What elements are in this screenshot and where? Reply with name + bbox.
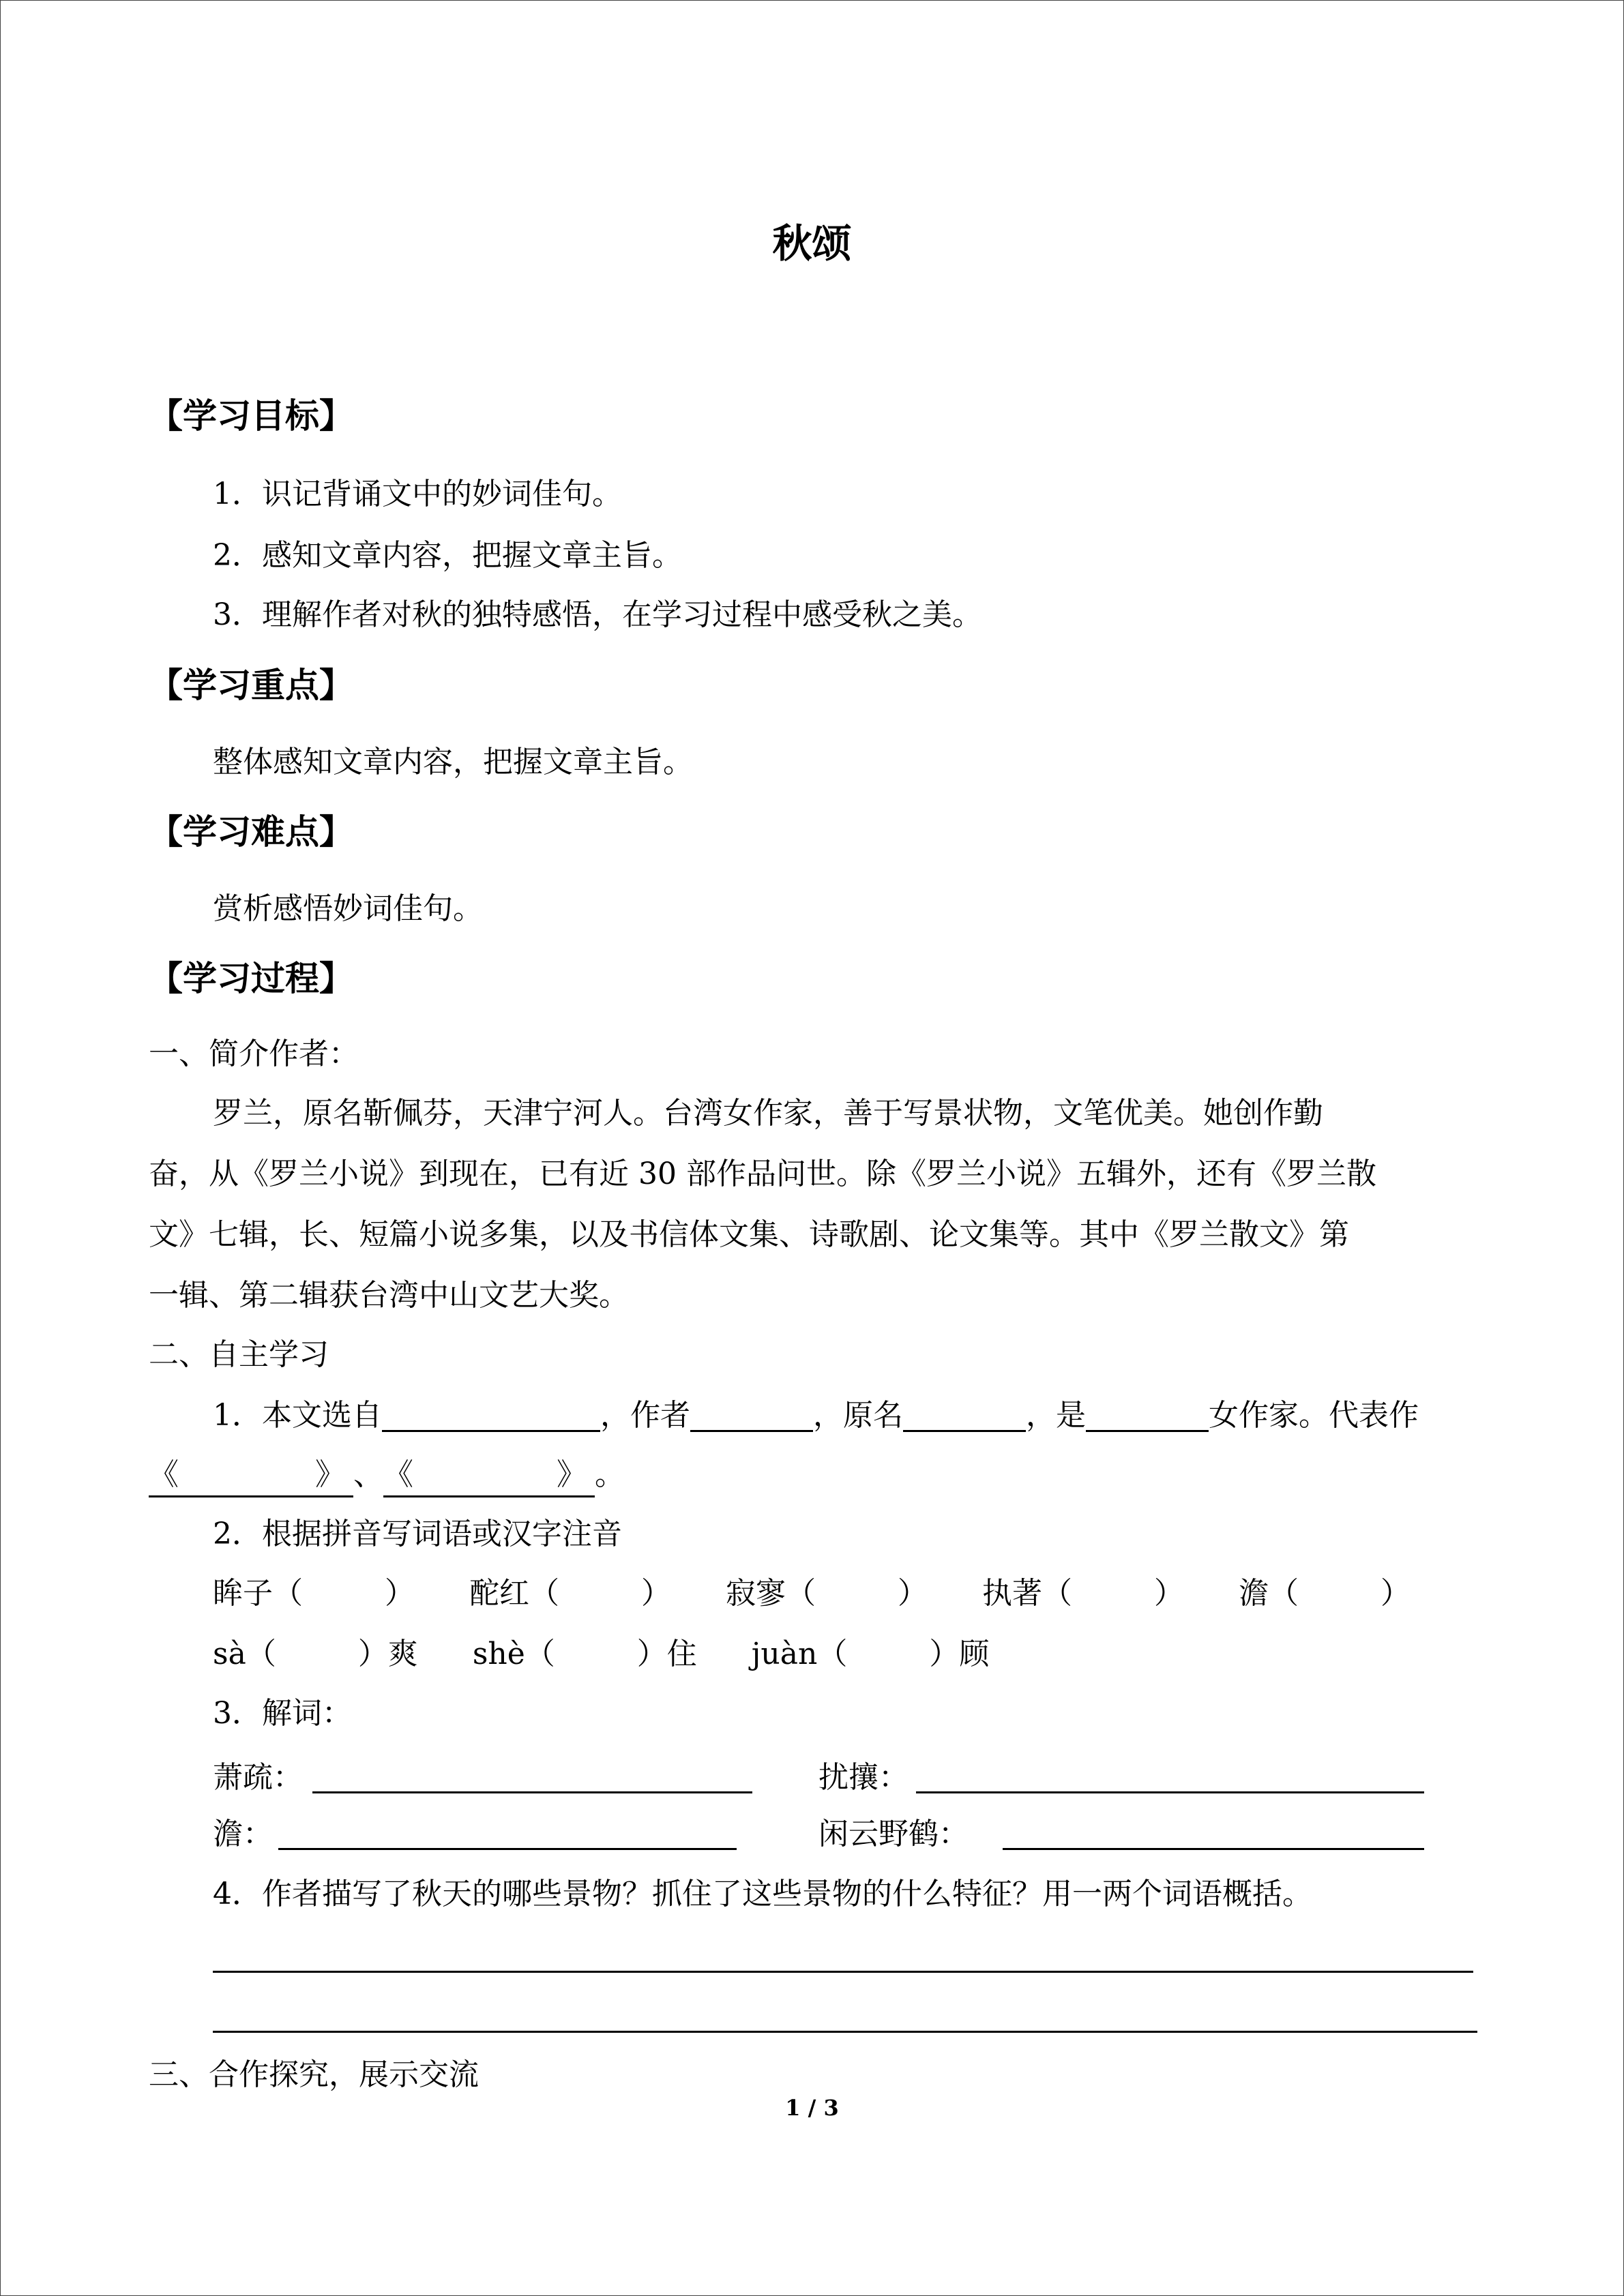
q2-row-1: 眸子（ ） 酡红（ ） 寂寥（ ） 执著（ ） 澹（ ） (213, 1576, 1411, 1611)
q1-author-label: ，作者 (600, 1398, 690, 1433)
q1-prefix: 1．本文选自 (213, 1398, 382, 1433)
q1-line (213, 1395, 1419, 1436)
q4-answer-line-1[interactable] (213, 1971, 1473, 1973)
page-number: 1 / 3 (785, 2095, 839, 2121)
q1-origname-label: ，原名 (813, 1398, 903, 1433)
process-heading: 【学习过程】 (149, 959, 353, 998)
goal-1: 1．识记背诵文中的妙词佳句。 (213, 477, 622, 511)
term-answer-line[interactable] (1003, 1848, 1424, 1850)
works-end: 。 (595, 1457, 625, 1492)
term-dan: 澹： (213, 1817, 273, 1851)
term-xiaoshu: 萧疏： (213, 1760, 303, 1795)
q1-tail: 女作家。代表作 (1209, 1398, 1419, 1433)
key-heading: 【学习重点】 (149, 666, 353, 705)
work-open-2: 《 (383, 1457, 413, 1492)
term-answer-line[interactable] (278, 1848, 737, 1850)
part1-heading: 一、简介作者： (149, 1037, 359, 1071)
pinyin-item: sà（ (213, 1637, 276, 1671)
works-separator: 、 (353, 1457, 383, 1492)
term-xianyun: 闲云野鹤： (818, 1817, 969, 1851)
q4-answer-line-2[interactable] (213, 2031, 1477, 2033)
bio-line-2: 奋，从《罗兰小说》到现在，已有近 30 部作品问世。除《罗兰小说》五辑外，还有《罗兰散 (149, 1157, 1376, 1191)
pinyin-item: 酡红（ (469, 1576, 559, 1611)
term-answer-line[interactable] (916, 1791, 1424, 1793)
part3-heading: 三、合作探究，展示交流 (149, 2057, 479, 2092)
pinyin-item: 澹（ (1239, 1576, 1299, 1611)
bio-line-3: 文》七辑，长、短篇小说多集，以及书信体文集、诗歌剧、论文集等。其中《罗兰散文》第 (149, 1217, 1349, 1252)
work-blank-2[interactable] (383, 1455, 595, 1497)
pinyin-item: juàn（ (751, 1637, 848, 1671)
q3-heading: 3．解词： (213, 1696, 352, 1731)
page-title: 秋颂 (772, 220, 852, 267)
q2-row-2: sà（ ）爽 shè（ ）住 juàn（ ）顾 (213, 1637, 990, 1671)
q2-heading: 2．根据拼音写词语或汉字注音 (213, 1517, 622, 1551)
pinyin-item: 寂寥（ (726, 1576, 816, 1611)
work-close-1: 》 (315, 1457, 345, 1492)
term-rangrang: 扰攘： (818, 1760, 909, 1795)
source-blank[interactable] (382, 1397, 600, 1432)
origin-blank[interactable] (1086, 1397, 1209, 1432)
bio-line-1: 罗兰，原名靳佩芬，天津宁河人。台湾女作家，善于写景状物，文笔优美。她创作勤 (213, 1096, 1323, 1131)
goal-3: 3．理解作者对秋的独特感悟，在学习过程中感受秋之美。 (213, 597, 982, 632)
original-name-blank[interactable] (903, 1397, 1026, 1432)
q1-works-line (149, 1455, 625, 1497)
work-close-2: 》 (557, 1457, 587, 1492)
goals-heading: 【学习目标】 (149, 396, 353, 436)
pinyin-item: 执著（ (982, 1576, 1072, 1611)
q4-text: 4．作者描写了秋天的哪些景物？抓住了这些景物的什么特征？用一两个词语概括。 (213, 1877, 1312, 1911)
work-open-1: 《 (149, 1457, 179, 1492)
pinyin-item: shè（ (472, 1637, 555, 1671)
pinyin-item: 眸子（ (213, 1576, 303, 1611)
difficulty-heading: 【学习难点】 (149, 812, 353, 852)
work-blank-1[interactable] (149, 1455, 353, 1497)
author-blank[interactable] (690, 1397, 813, 1432)
part2-heading: 二、自主学习 (149, 1337, 329, 1372)
goal-2: 2．感知文章内容，把握文章主旨。 (213, 538, 682, 573)
difficulty-text: 赏析感悟妙词佳句。 (213, 891, 483, 926)
q1-is-label: ，是 (1026, 1398, 1086, 1433)
bio-line-4: 一辑、第二辑获台湾中山文艺大奖。 (149, 1278, 629, 1313)
term-answer-line[interactable] (312, 1791, 752, 1793)
key-text: 整体感知文章内容，把握文章主旨。 (213, 745, 693, 779)
